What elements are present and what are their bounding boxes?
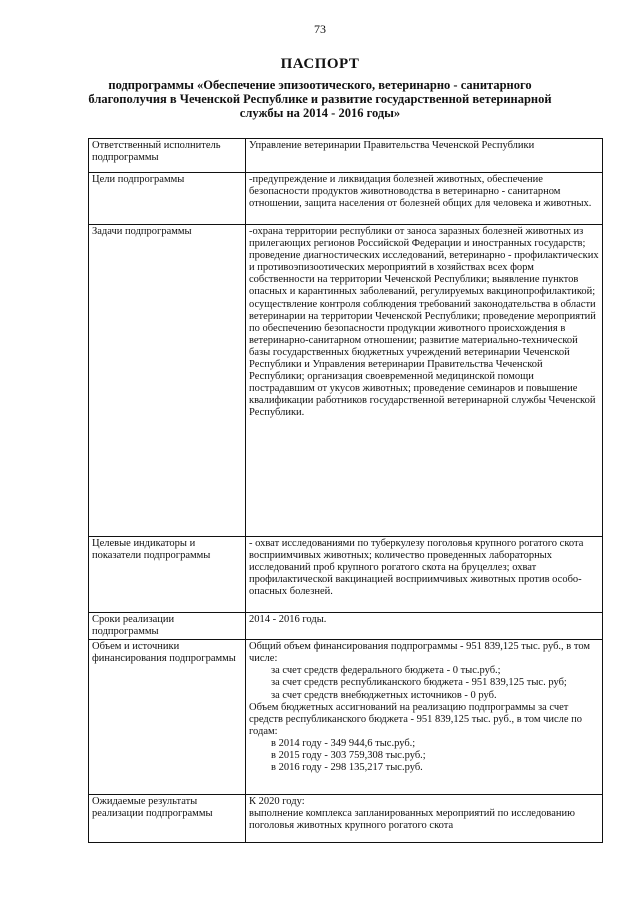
row-label-financing: Объем и источники финансирования подпрограммы <box>89 640 246 795</box>
row-value-results <box>246 795 603 843</box>
financing-republic: за счет средств республиканского бюджета - 951 839,125 тыс. руб; <box>271 677 567 689</box>
document-subtitle: подпрограммы «Обеспечение эпизоотического, ветеринарно - санитарного благополучия в Чеченской Республике и развитие государственной ветеринарной службы на 2014 - 2016 годы» <box>88 78 552 120</box>
row-value-goals: -предупреждение и ликвидация болезней животных, обеспечение безопасности продуктов животноводства в ветеринарно - санитарном отношении, защита населения от болезней общих для человека и животных. <box>246 173 603 225</box>
table-row <box>89 225 603 537</box>
financing-year-2015: в 2015 году - 303 759,308 тыс.руб.; <box>271 750 426 762</box>
financing-allocations: Объем бюджетных ассигнований на реализацию подпрограммы за счет средств республиканского бюджета - 951 839,125 тыс. руб., в том числе по годам: <box>249 701 583 737</box>
results-line-1: К 2020 году: <box>249 796 305 808</box>
document-title: ПАСПОРТ <box>280 56 360 72</box>
table-row <box>89 173 603 225</box>
row-label-results: Ожидаемые результаты реализации подпрограммы <box>89 795 246 843</box>
row-value-executor: Управление ветеринарии Правительства Чеченской Республики <box>246 139 603 173</box>
row-label-indicators: Целевые индикаторы и показатели подпрограммы <box>89 537 246 613</box>
financing-year-2016: в 2016 году - 298 135,217 тыс.руб. <box>271 762 423 774</box>
table-row <box>89 613 603 640</box>
passport-table <box>88 138 603 843</box>
row-label-terms: Сроки реализации подпрограммы <box>89 613 246 640</box>
financing-total: Общий объем финансирования подпрограммы - 951 839,125 тыс. руб., в том числе: <box>249 641 591 665</box>
page-number: 73 <box>314 22 326 36</box>
row-value-terms: 2014 - 2016 годы. <box>246 613 603 640</box>
financing-federal: за счет средств федерального бюджета - 0 тыс.руб.; <box>271 665 501 677</box>
row-label-tasks: Задачи подпрограммы <box>89 225 246 537</box>
table-row <box>89 139 603 173</box>
financing-year-2014: в 2014 году - 349 944,6 тыс.руб.; <box>271 737 416 749</box>
row-label-executor: Ответственный исполнитель подпрограммы <box>89 139 246 173</box>
table-row <box>89 640 603 795</box>
table-row <box>89 795 603 843</box>
financing-offbudget: за счет средств внебюджетных источников - 0 руб. <box>271 689 497 701</box>
row-label-goals: Цели подпрограммы <box>89 173 246 225</box>
row-value-indicators: - охват исследованиями по туберкулезу поголовья крупного рогатого скота восприимчивых животных; количество проведенных лабораторных исследований проб крупного рогатого скота на бруцеллез; охват профилактической вакцинацией восприимчивых животных против особо-опасных болезней. <box>246 537 603 613</box>
table-row <box>89 537 603 613</box>
results-line-2: выполнение комплекса запланированных мероприятий по исследованию поголовья животных крупного рогатого скота <box>249 808 575 832</box>
row-value-tasks: -охрана территории республики от заноса заразных болезней животных из прилегающих регионов Российской Федерации и иностранных государств; проведение диагностических исследований, ветеринарно - профилактических и противоэпизоотических мероприятий в хозяйствах всех форм собственности на территории Чеченской Республики; выявление пунктов опасных и карантинных заболеваний, регулируемых вакцинопрофилактикой; осуществление контроля соблюдения требований законодательства в области ветеринарии на территории Чеченской Республики; проведение мероприятий по обеспечению безопасности продукции животного происхождения в ветеринарно-санитарном отношении; развитие материально-технической базы государственных бюджетных учреждений ветеринарии Чеченской Республики и Управления ветеринарии Правительства Чеченской Республики; организация своевременной медицинской помощи пострадавшим от укусов животных; проведение семинаров и повышение квалификации работников государственной ветеринарной службы Чеченской Республики. <box>246 225 603 537</box>
row-value-financing <box>246 640 603 795</box>
